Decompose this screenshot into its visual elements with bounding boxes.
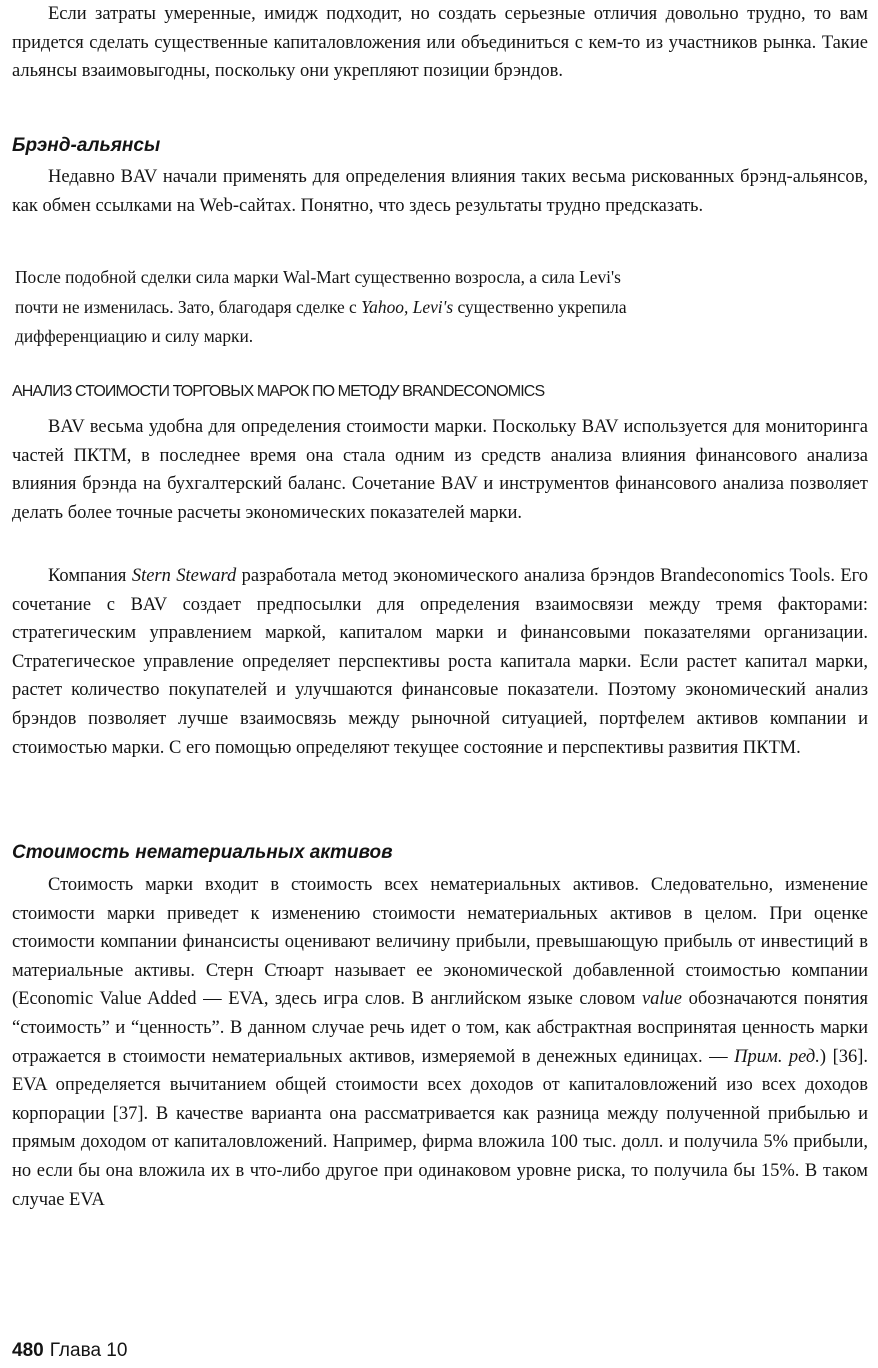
- heading-brandeconomics: АНАЛИЗ СТОИМОСТИ ТОРГОВЫХ МАРОК ПО МЕТОДУ BRANDECONOMICS: [12, 383, 545, 400]
- quote-yahoo: Yahoo,: [361, 296, 409, 317]
- paragraph-intro: Если затраты умеренные, имидж подходит, но создать серьезные отличия довольно трудно, то вам придется сделать существенные капиталовложения или объединиться с кем-то из участников рынка. Такие альянсы взаимовыгодны, поскольку они укрепляют позиции брэндов.: [12, 4, 868, 82]
- example-quote: [12, 263, 871, 352]
- text-run: Компания: [48, 566, 132, 586]
- paragraph-brand-alliances: Недавно BAV начали применять для определения влияния таких весьма рискованных брэнд-альянсов, как обмен ссылками на Web-сайтах. Понятно, что здесь результаты трудно предсказать.: [12, 167, 868, 216]
- quote-text: почти не изменилась. Зато, благодаря сделке с: [15, 296, 362, 317]
- quote-line: [15, 293, 871, 323]
- text-run: Стоимость марки входит в стоимость всех нематериальных активов. Следовательно, изменение стоимости марки приведет к изменению стоимости нематериальных активов в целом. При оценке стоимости компании финансисты оценивают величину прибыли, превышающую прибыль от инвестиций в материальные активы. Стерн Стюарт называет ее экономической добавленной стоимостью компании (Economic Value Added — EVA, здесь игра слов. В английском языке словом: [12, 875, 868, 1010]
- term-value: value: [641, 989, 682, 1010]
- paragraph-eva: [12, 871, 868, 1214]
- text-run: ) [36]. EVA определяется вычитанием общей стоимости всех доходов от капиталовложений изо всех доходов корпорации [37]. В качестве варианта она рассматривается как разница между полученной прибылью и прямым доходом от капиталовложений. Например, фирма вложила 100 тыс. долл. и получила 5% прибыли, но если бы она вложила их в что-либо другое при одинаковом уровне риска, то получила бы 15%. В таком случае EVA: [12, 1046, 869, 1210]
- paragraph-stern-steward: [12, 562, 868, 762]
- heading-brand-alliances: Брэнд-альянсы: [12, 135, 161, 156]
- heading-intangible-assets: Стоимость нематериальных активов: [12, 842, 393, 863]
- page-footer: [12, 1340, 127, 1362]
- paragraph-bav: BAV весьма удобна для определения стоимости марки. Поскольку BAV используется для мониторинга частей ПКТМ, в последнее время она стала одним из средств анализа влияния финансового анализа влияния брэнда на бухгалтерский баланс. Сочетание BAV и инструментов финансового анализа позволяет делать более точные расчеты экономических показателей марки.: [12, 417, 868, 523]
- quote-line: дифференциацию и силу марки.: [15, 326, 254, 346]
- chapter-label: Глава 10: [49, 1340, 128, 1361]
- page-number: 480: [12, 1340, 44, 1361]
- company-name: Stern Steward: [131, 566, 237, 586]
- text-run: обозначаются понятия “стоимость” и “ценность”. В данном случае речь идет о том, как абстрактная воспринятая ценность марки отражается в стоимости нематериальных активов, измеряемой в денежных единицах. —: [12, 989, 868, 1067]
- quote-line: После подобной сделки сила марки Wal-Mart существенно возросла, а сила Levi's: [15, 267, 621, 287]
- editor-note: Прим. ред.: [734, 1046, 820, 1067]
- quote-levis: Levi's: [412, 296, 454, 317]
- text-run: разработала метод экономического анализа брэндов Brandeconomics Tools. Его сочетание с BAV создает предпосылки для определения взаимосвязи между тремя факторами: стратегическим управлением маркой, капиталом марки и финансовыми показателями организации. Стратегическое управление определяет перспективы роста капитала марки. Если растет капитал марки, растет количество покупателей и улучшаются финансовые показатели. Поэтому экономический анализ брэндов позволяет лучше взаимосвязь между рыночной ситуацией, портфелем активов компании и стоимостью марки. С его помощью определяют текущее состояние и перспективы развития ПКТМ.: [12, 566, 869, 758]
- quote-text: существенно укрепила: [453, 296, 627, 317]
